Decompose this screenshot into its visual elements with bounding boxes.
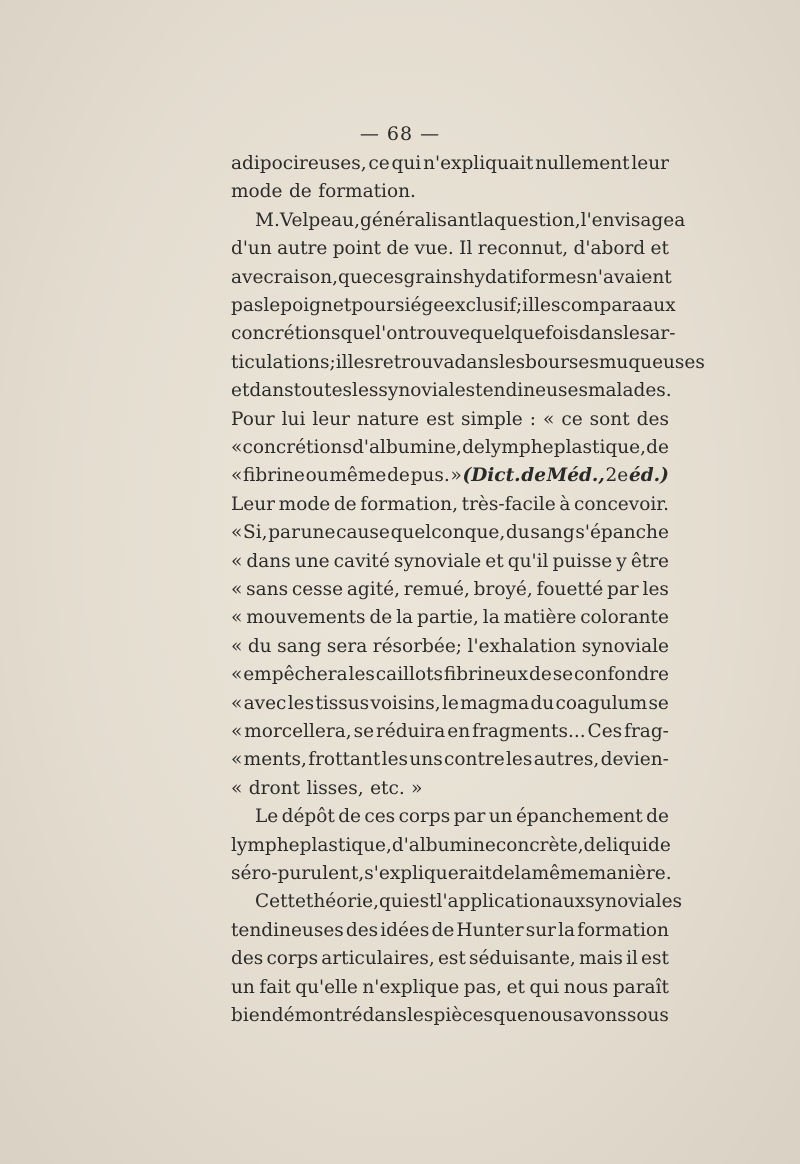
text-word: et — [650, 238, 669, 260]
text-word: tendineuses — [231, 919, 344, 941]
text-word: empêchera — [243, 664, 348, 686]
text-line — [231, 576, 669, 604]
text-word: la — [396, 607, 414, 629]
text-word: liquide — [606, 834, 671, 856]
text-word: qu'elle — [295, 976, 358, 998]
text-word: ce — [368, 153, 390, 174]
text-word: séro-purulent, — [231, 863, 365, 884]
text-word: avec — [243, 692, 287, 714]
text-line — [231, 661, 669, 689]
text-word: les — [348, 664, 375, 686]
text-word: même — [329, 465, 387, 487]
text-word: colorante — [580, 607, 669, 629]
text-word: remué, — [403, 579, 470, 600]
text-word: des — [345, 919, 379, 941]
text-word: pus. — [410, 465, 450, 487]
text-word: synoviale — [393, 550, 482, 572]
text-word: « — [231, 692, 243, 714]
text-word: un — [488, 806, 513, 828]
text-word: s'expliquerait — [364, 863, 492, 884]
text-word: avons — [572, 1005, 627, 1026]
text-word: autre — [277, 238, 328, 260]
text-word: épanchement — [515, 806, 643, 828]
text-line — [231, 746, 669, 774]
text-word: sang — [530, 522, 575, 544]
text-word: mouvements — [246, 607, 366, 629]
text-word: corps — [398, 806, 451, 828]
text-word: retrouva — [373, 351, 455, 373]
text-word: tissus — [315, 692, 370, 714]
text-word: séduisante, — [468, 948, 576, 970]
text-word: d'un — [231, 238, 272, 260]
text-word: et — [506, 976, 525, 998]
text-word: il — [335, 351, 348, 373]
text-word: « — [231, 664, 243, 686]
text-word: magma — [460, 692, 530, 714]
text-word: dans — [246, 550, 291, 572]
text-word: n'expliquait — [423, 153, 534, 174]
text-word: » — [450, 465, 462, 487]
text-word: se — [552, 664, 574, 686]
text-word: l'envisagea — [580, 209, 686, 231]
text-line — [231, 832, 669, 860]
text-word: ou — [305, 465, 329, 487]
text-word: une — [294, 550, 330, 572]
text-word: « — [231, 522, 243, 544]
text-word: très-facile — [461, 493, 556, 515]
text-word: est — [408, 891, 437, 913]
text-word: de — [491, 863, 515, 884]
text-word: reconnut, — [477, 238, 569, 260]
text-word: paraît — [612, 976, 669, 998]
text-word: de — [387, 465, 410, 487]
text-word: est — [426, 408, 455, 430]
text-word: il — [626, 948, 638, 970]
text-word: la — [482, 607, 500, 629]
text-word: grains — [403, 266, 463, 288]
text-word: de — [646, 437, 669, 458]
text-word: en — [447, 721, 471, 742]
text-word: » — [411, 777, 423, 799]
text-word: aux — [642, 295, 676, 316]
text-word: sous — [626, 1005, 669, 1026]
text-word: l'exhalation — [467, 635, 577, 657]
text-word: de — [333, 493, 357, 515]
text-word: siége — [395, 295, 445, 316]
text-word: uns — [409, 749, 443, 771]
text-word: broyé, — [473, 579, 533, 600]
text-word: ces — [372, 266, 404, 288]
text-word: de — [528, 664, 552, 686]
text-word: fouetté — [536, 579, 604, 600]
text-word: de — [431, 919, 455, 941]
text-word: pour — [351, 295, 396, 316]
text-word: nullement — [535, 153, 630, 174]
text-line — [231, 1002, 669, 1030]
text-word: il — [522, 295, 535, 316]
text-word: lisses, — [306, 777, 364, 799]
text-line — [231, 690, 669, 718]
text-word: sur — [525, 919, 556, 941]
text-word: raison, — [273, 266, 339, 288]
text-word: les — [623, 323, 650, 345]
text-word: sera — [326, 635, 368, 657]
text-word: morcellera, — [244, 721, 352, 742]
text-word: « — [231, 550, 243, 572]
text-word: pas — [231, 295, 264, 316]
text-word: sont — [589, 408, 630, 430]
text-word: Le — [255, 806, 279, 828]
text-word: malades. — [587, 380, 672, 402]
text-word: dans — [454, 351, 499, 373]
text-word: dans — [578, 323, 623, 345]
text-word: cavité — [333, 550, 390, 572]
text-word: concrète, — [495, 834, 584, 856]
text-word: ticulations; — [231, 351, 336, 373]
text-word: compara — [560, 295, 643, 316]
text-word: sans — [246, 579, 289, 600]
text-line — [231, 945, 669, 973]
text-line — [231, 917, 669, 945]
text-word: éd.) — [628, 465, 669, 487]
text-word: etc. — [370, 777, 405, 799]
text-word: trouve — [409, 323, 470, 345]
text-word: agité, — [346, 579, 400, 600]
text-word: synoviales — [378, 380, 476, 402]
text-line — [231, 803, 669, 831]
text-word: « — [231, 465, 243, 487]
text-word: « — [231, 437, 243, 458]
text-word: quelquefois — [469, 323, 579, 345]
text-word: qui — [391, 153, 422, 174]
text-word: mode — [278, 493, 331, 515]
text-word: être — [630, 550, 669, 572]
text-line — [231, 860, 672, 888]
text-word: que — [340, 323, 376, 345]
text-word: ces — [364, 806, 396, 828]
text-word: tendineuses — [475, 380, 588, 402]
text-word: devien- — [600, 749, 669, 771]
text-line — [231, 519, 669, 547]
text-word: démontré — [271, 1005, 363, 1026]
text-word: leur — [312, 408, 351, 430]
text-word: mode — [231, 181, 283, 203]
text-word: les — [347, 351, 374, 373]
text-word: fibrine — [243, 465, 305, 487]
text-word: pas, — [463, 976, 502, 998]
text-word: qui — [378, 891, 409, 913]
text-line — [231, 178, 669, 206]
text-word: par — [453, 806, 486, 828]
text-word: adipocireuses, — [231, 153, 367, 174]
text-word: sang — [277, 635, 322, 657]
text-word: « — [231, 579, 243, 600]
text-word: plastique, — [299, 834, 392, 856]
text-word: muqueuses — [598, 351, 705, 373]
text-word: fragments... — [472, 721, 586, 742]
text-line — [231, 462, 669, 490]
text-word: Méd., — [546, 465, 605, 487]
text-word: idées — [380, 919, 430, 941]
text-word: formation. — [318, 181, 416, 203]
text-word: par — [607, 579, 639, 600]
text-word: à — [559, 493, 571, 515]
text-word: concrétions — [242, 437, 352, 458]
text-word: « — [231, 777, 243, 799]
text-word: les — [407, 1005, 434, 1026]
text-word: « — [231, 607, 243, 629]
text-word: nous — [563, 976, 609, 998]
text-word: fait — [259, 976, 291, 998]
text-word: formation — [577, 919, 669, 941]
text-word: dront — [248, 777, 300, 799]
text-word: les — [506, 749, 533, 771]
text-word: nature — [357, 408, 420, 430]
text-word: de — [521, 465, 546, 487]
text-word: y — [616, 550, 627, 572]
text-word: caillots — [375, 664, 444, 686]
text-word: résorbée; — [372, 635, 463, 657]
text-word: l'on — [375, 323, 410, 345]
text-word: lymphe — [231, 834, 300, 856]
text-word: toutes — [293, 380, 353, 402]
text-word: articulaires, — [321, 948, 435, 970]
text-word: leur — [631, 153, 669, 174]
text-word: vue. — [414, 238, 454, 260]
text-word: ar- — [649, 323, 676, 345]
text-word: la — [514, 863, 532, 884]
text-word: plastique, — [553, 437, 646, 458]
text-word: les — [642, 579, 669, 600]
text-word: réduira — [375, 721, 446, 742]
text-word: formation, — [360, 493, 458, 515]
text-word: de — [369, 607, 393, 629]
text-word: le — [263, 295, 281, 316]
text-word: « — [231, 749, 243, 771]
text-word: du — [505, 522, 530, 544]
text-word: que — [493, 1005, 528, 1026]
page-number: — 68 — — [359, 123, 441, 145]
text-word: et — [231, 380, 250, 402]
text-word: concevoir. — [574, 493, 669, 515]
text-word: de — [583, 834, 607, 856]
text-word: qui — [529, 976, 560, 998]
text-word: corps — [266, 948, 319, 970]
text-word: contre — [444, 749, 505, 771]
text-word: se — [353, 721, 375, 742]
text-word: les — [287, 692, 315, 714]
text-word: Ces — [587, 721, 623, 742]
text-word: frottant — [308, 749, 381, 771]
text-line — [231, 633, 669, 661]
text-word: (Dict. — [462, 465, 521, 487]
text-word: puisse — [552, 550, 613, 572]
text-word: exclusif; — [444, 295, 523, 316]
text-word: et — [485, 550, 504, 572]
text-word: M. — [255, 209, 280, 231]
text-word: une — [300, 522, 336, 544]
text-word: les — [381, 749, 409, 771]
text-word: lymphe — [485, 437, 554, 458]
text-line — [231, 406, 669, 434]
text-word: coagulum — [555, 692, 648, 714]
text-word: autres, — [533, 749, 600, 771]
text-line — [231, 434, 669, 462]
text-word: de — [338, 806, 361, 828]
text-word: Si, — [243, 522, 268, 544]
text-word: fibrineux — [443, 664, 529, 686]
text-word: Cette — [255, 891, 306, 913]
text-word: simple — [461, 408, 523, 430]
text-word: théorie, — [305, 891, 379, 913]
text-line — [231, 718, 669, 746]
text-word: aux — [551, 891, 586, 913]
text-word: « — [542, 408, 555, 430]
text-word: Pour — [231, 408, 275, 430]
text-word: un — [231, 976, 255, 998]
text-word: partie, — [416, 607, 479, 629]
text-word: des — [636, 408, 669, 430]
text-word: concrétions — [231, 323, 341, 345]
text-word: que — [338, 266, 373, 288]
text-word: de — [288, 181, 312, 203]
text-word: n'avaient — [586, 266, 672, 288]
text-word: d'abord — [573, 238, 646, 260]
text-word: généralisant — [359, 209, 478, 231]
text-word: d'albumine, — [352, 437, 462, 458]
text-word: voisins, — [370, 692, 441, 714]
text-word: Il — [459, 238, 473, 260]
text-word: dépôt — [281, 806, 335, 828]
text-word: nous — [528, 1005, 573, 1026]
text-word: ce — [561, 408, 583, 430]
text-word: lui — [281, 408, 306, 430]
text-word: Leur — [231, 493, 275, 515]
text-word: matière — [503, 607, 577, 629]
text-word: d'albumine — [391, 834, 496, 856]
text-word: manière. — [588, 863, 672, 884]
text-line — [231, 150, 669, 178]
text-word: la — [477, 209, 495, 231]
text-word: « — [231, 635, 243, 657]
text-line — [231, 235, 669, 263]
text-word: bourses — [525, 351, 599, 373]
text-word: pièces — [433, 1005, 494, 1026]
text-word: Velpeau, — [279, 209, 360, 231]
text-word: n'explique — [362, 976, 460, 998]
text-line — [231, 292, 676, 320]
text-line — [231, 377, 672, 405]
text-word: frag- — [624, 721, 669, 742]
text-line — [231, 349, 705, 377]
text-word: les — [498, 351, 526, 373]
text-word: quelconque, — [390, 522, 506, 544]
text-word: la — [558, 919, 576, 941]
text-word: dans — [249, 380, 294, 402]
text-line — [231, 775, 669, 803]
text-word: l'application — [436, 891, 552, 913]
text-word: est — [641, 948, 669, 970]
text-word: le — [441, 692, 459, 714]
text-word: synoviale — [581, 635, 669, 657]
text-word: « — [231, 721, 243, 742]
text-word: mais — [578, 948, 623, 970]
text-line — [231, 974, 669, 1002]
text-word: par — [268, 522, 300, 544]
text-word: se — [648, 692, 669, 714]
text-word: question, — [494, 209, 581, 231]
text-word: des — [231, 948, 264, 970]
text-line — [231, 604, 669, 632]
text-word: Hunter — [456, 919, 524, 941]
text-word: bien — [231, 1005, 272, 1026]
text-word: cesse — [291, 579, 344, 600]
text-word: est — [437, 948, 466, 970]
text-word: ments, — [243, 749, 307, 771]
text-word: de — [386, 238, 410, 260]
text-word: confondre — [574, 664, 669, 686]
text-word: les — [352, 380, 379, 402]
text-word: les — [534, 295, 561, 316]
text-word: même — [531, 863, 589, 884]
text-line — [231, 207, 686, 235]
text-word: de — [462, 437, 485, 458]
text-word: hydatiformes — [462, 266, 586, 288]
text-line — [231, 264, 672, 292]
text-word: du — [530, 692, 555, 714]
text-word: qu'il — [507, 550, 549, 572]
text-line — [231, 491, 669, 519]
text-word: s'épanche — [575, 522, 669, 544]
text-line — [231, 548, 669, 576]
text-word: du — [247, 635, 272, 657]
text-word: synoviales — [585, 891, 683, 913]
text-line — [231, 320, 676, 348]
text-word: : — [529, 408, 536, 430]
text-word: poignet — [280, 295, 352, 316]
text-word: cause — [336, 522, 390, 544]
text-word: avec — [231, 266, 274, 288]
text-word: 2e — [605, 465, 629, 487]
text-word: dans — [362, 1005, 407, 1026]
text-word: point — [332, 238, 381, 260]
text-word: de — [646, 806, 669, 828]
text-line — [231, 888, 683, 916]
